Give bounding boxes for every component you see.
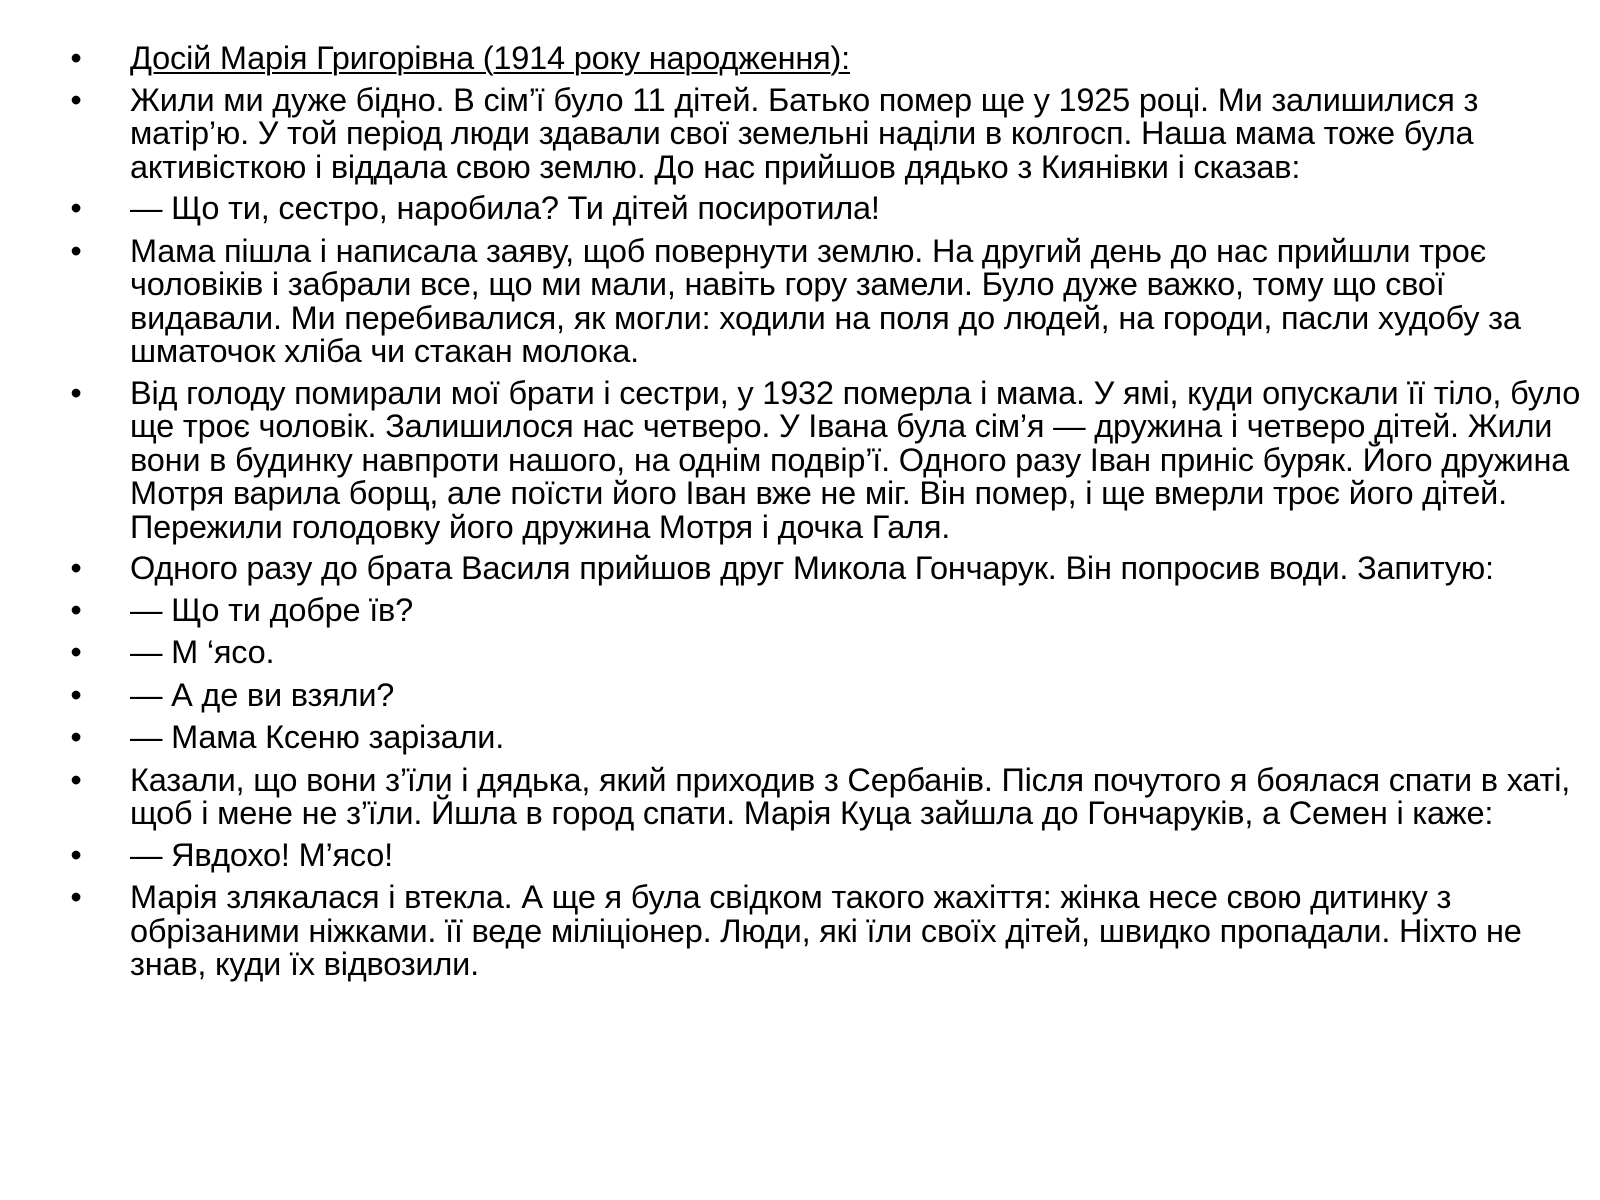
- bullet-icon: •: [70, 40, 82, 76]
- list-item: [66, 836, 1586, 873]
- bullet-icon: •: [70, 719, 82, 755]
- bullet-icon: •: [70, 634, 82, 670]
- bullet-icon: •: [70, 879, 82, 915]
- dialogue-line: — Що ти, сестро, наробила? Ти дітей посиротила!: [130, 190, 880, 226]
- paragraph-text: Жили ми дуже бідно. В сім’ї було 11 дітей. Батько помер ще у 1925 році. Ми залишилися з матір’ю. У той період люди здавали свої земельні наділи в колгосп. Наша мама тоже була активісткою і віддала свою землю. До нас прийшов дядько з Киянівки і сказав:: [130, 81, 1479, 185]
- paragraph-text: Казали, що вони з’їли і дядька, який приходив з Сербанів. Після почутого я боялася спати в хаті, щоб і мене не з’їли. Йшла в город спати. Марія Куца зайшла до Гончаруків, а Семен і каже:: [130, 761, 1571, 831]
- bullet-icon: •: [70, 190, 82, 226]
- list-item: [66, 636, 1586, 670]
- bullet-icon: •: [70, 836, 82, 873]
- heading-text: Досій Марія Григорівна (1914 року народження):: [130, 40, 850, 76]
- list-item: [66, 192, 1586, 226]
- paragraph-text: Від голоду помирали мої брати і сестри, у 1932 померла і мама. У ямі, куди опускали її тіло, було ще троє чоловік. Залишилося нас четверо. У Івана була сім’я — дружина і четверо дітей. Жили вони в будинку навпроти нашого, на однім подвір’ї. Одного разу Іван приніс буряк. Його дружина Мотря варила борщ, але поїсти його Іван вже не міг. Він помер, і ще вмерли троє його дітей. Пережили голодовку його дружина Мотря і дочка Галя.: [130, 374, 1581, 545]
- paragraph-text: Одного разу до брата Василя прийшов друг Микола Гончарук. Він попросив води. Запитую:: [130, 550, 1494, 586]
- bullet-list: [66, 42, 1586, 990]
- dialogue-line: — М ‘ясо.: [130, 634, 275, 670]
- list-item: [66, 232, 1586, 369]
- bullet-icon: •: [70, 232, 82, 269]
- list-item: [66, 374, 1586, 545]
- list-item-heading: [66, 42, 1586, 76]
- paragraph-text: Мама пішла і написала заяву, щоб повернути землю. На другий день до нас прийшли троє чоловіків і забрали все, що ми мали, навіть гору замели. Було дуже важко, тому що свої видавали. Ми перебивалися, як могли: ходили на поля до людей, на городи, пасли худобу за шматочок хліба чи стакан молока.: [130, 232, 1521, 369]
- list-item: [66, 676, 1586, 713]
- list-item: [66, 81, 1586, 185]
- list-item: [66, 881, 1586, 982]
- dialogue-line: — А де ви взяли?: [130, 676, 395, 713]
- bullet-icon: •: [70, 761, 82, 798]
- bullet-icon: •: [70, 550, 82, 586]
- list-item: [66, 721, 1586, 755]
- dialogue-line: — Що ти добре їв?: [130, 591, 413, 628]
- dialogue-line: — Явдохо! М’ясо!: [130, 836, 394, 873]
- list-item: [66, 552, 1586, 586]
- list-item: [66, 591, 1586, 628]
- list-item: [66, 761, 1586, 831]
- paragraph-text: Марія злякалася і втекла. А ще я була свідком такого жахіття: жінка несе свою дитинку з обрізаними ніжками. її веде міліціонер. Люди, які їли своїх дітей, швидко пропадали. Ніхто не знав, куди їх відвозили.: [130, 879, 1522, 982]
- bullet-icon: •: [70, 591, 82, 628]
- bullet-icon: •: [70, 374, 82, 411]
- bullet-icon: •: [70, 676, 82, 713]
- bullet-icon: •: [70, 81, 82, 118]
- dialogue-line: — Мама Ксеню зарізали.: [130, 719, 505, 755]
